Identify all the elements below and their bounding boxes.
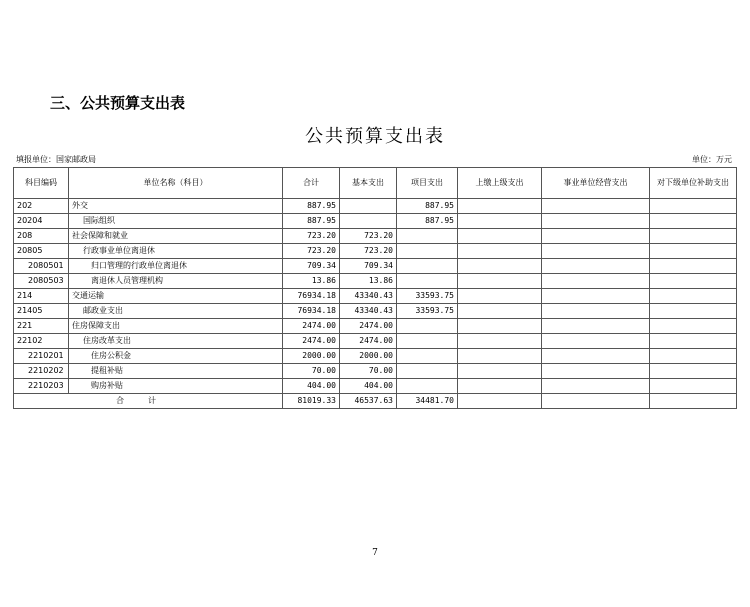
row-subsidy	[650, 259, 737, 274]
row-name: 外交	[69, 199, 283, 214]
row-basic: 43340.43	[340, 289, 397, 304]
row-upper	[458, 304, 542, 319]
budget-table	[13, 167, 737, 409]
row-basic: 13.86	[340, 274, 397, 289]
row-project: 887.95	[397, 199, 458, 214]
col-header-project: 项目支出	[397, 168, 458, 199]
row-upper	[458, 214, 542, 229]
total-sum: 81019.33	[283, 394, 340, 409]
row-subsidy	[650, 334, 737, 349]
row-name: 离退休人员管理机构	[69, 274, 283, 289]
row-subsidy	[650, 379, 737, 394]
row-upper	[458, 229, 542, 244]
table-row	[14, 259, 737, 274]
total-row	[14, 394, 737, 409]
row-basic	[340, 214, 397, 229]
row-code: 208	[14, 229, 69, 244]
row-total: 2474.00	[283, 319, 340, 334]
row-subsidy	[650, 319, 737, 334]
total-project: 34481.70	[397, 394, 458, 409]
row-code: 214	[14, 289, 69, 304]
row-business	[542, 199, 650, 214]
row-name: 交通运输	[69, 289, 283, 304]
currency-unit: 单位：万元	[692, 155, 732, 164]
row-total: 404.00	[283, 379, 340, 394]
table-row	[14, 214, 737, 229]
table-row	[14, 334, 737, 349]
row-project: 33593.75	[397, 304, 458, 319]
row-basic: 723.20	[340, 229, 397, 244]
col-header-total: 合计	[283, 168, 340, 199]
row-upper	[458, 334, 542, 349]
table-row	[14, 319, 737, 334]
row-upper	[458, 379, 542, 394]
row-upper	[458, 244, 542, 259]
row-total: 709.34	[283, 259, 340, 274]
section-heading: 三、公共预算支出表	[50, 94, 186, 112]
row-total: 2474.00	[283, 334, 340, 349]
row-name: 邮政业支出	[69, 304, 283, 319]
row-basic: 2474.00	[340, 334, 397, 349]
page-number: 7	[372, 548, 378, 558]
table-row	[14, 289, 737, 304]
row-subsidy	[650, 274, 737, 289]
row-subsidy	[650, 304, 737, 319]
row-name: 住房保障支出	[69, 319, 283, 334]
row-name: 国际组织	[69, 214, 283, 229]
row-code: 2210201	[14, 349, 69, 364]
row-name: 住房公积金	[69, 349, 283, 364]
row-business	[542, 334, 650, 349]
row-code: 2210203	[14, 379, 69, 394]
row-business	[542, 214, 650, 229]
row-code: 221	[14, 319, 69, 334]
table-row	[14, 199, 737, 214]
row-total: 70.00	[283, 364, 340, 379]
row-project: 887.95	[397, 214, 458, 229]
row-business	[542, 319, 650, 334]
row-basic: 2474.00	[340, 319, 397, 334]
row-project	[397, 364, 458, 379]
row-total: 723.20	[283, 229, 340, 244]
row-basic: 43340.43	[340, 304, 397, 319]
row-code: 20204	[14, 214, 69, 229]
row-business	[542, 364, 650, 379]
table-row	[14, 274, 737, 289]
row-business	[542, 349, 650, 364]
row-upper	[458, 259, 542, 274]
row-name: 行政事业单位离退休	[69, 244, 283, 259]
reporting-unit: 填报单位：国家邮政局	[16, 155, 96, 164]
row-subsidy	[650, 364, 737, 379]
row-business	[542, 274, 650, 289]
row-project	[397, 244, 458, 259]
row-basic	[340, 199, 397, 214]
header-row	[14, 168, 737, 199]
row-code: 2080503	[14, 274, 69, 289]
table-title: 公共预算支出表	[305, 126, 445, 147]
row-total: 13.86	[283, 274, 340, 289]
row-upper	[458, 364, 542, 379]
table-row	[14, 364, 737, 379]
total-label: 合计	[14, 394, 283, 409]
row-upper	[458, 199, 542, 214]
row-business	[542, 259, 650, 274]
row-upper	[458, 289, 542, 304]
row-business	[542, 289, 650, 304]
row-upper	[458, 319, 542, 334]
row-code: 22102	[14, 334, 69, 349]
row-basic: 723.20	[340, 244, 397, 259]
table-row	[14, 349, 737, 364]
total-upper	[458, 394, 542, 409]
row-name: 住房改革支出	[69, 334, 283, 349]
col-header-upper: 上缴上级支出	[458, 168, 542, 199]
table-row	[14, 229, 737, 244]
row-code: 2210202	[14, 364, 69, 379]
row-subsidy	[650, 214, 737, 229]
row-name: 提租补贴	[69, 364, 283, 379]
col-header-name: 单位名称（科目）	[69, 168, 283, 199]
table-row	[14, 244, 737, 259]
row-name: 社会保障和就业	[69, 229, 283, 244]
row-project	[397, 319, 458, 334]
row-upper	[458, 274, 542, 289]
total-subsidy	[650, 394, 737, 409]
row-project	[397, 379, 458, 394]
table-row	[14, 379, 737, 394]
row-basic: 70.00	[340, 364, 397, 379]
total-basic: 46537.63	[340, 394, 397, 409]
row-total: 723.20	[283, 244, 340, 259]
row-total: 887.95	[283, 199, 340, 214]
row-subsidy	[650, 244, 737, 259]
row-business	[542, 379, 650, 394]
row-project	[397, 229, 458, 244]
row-project: 33593.75	[397, 289, 458, 304]
row-project	[397, 259, 458, 274]
row-subsidy	[650, 349, 737, 364]
row-subsidy	[650, 229, 737, 244]
row-basic: 404.00	[340, 379, 397, 394]
col-header-code: 科目编码	[14, 168, 69, 199]
row-code: 202	[14, 199, 69, 214]
row-business	[542, 304, 650, 319]
row-code: 20805	[14, 244, 69, 259]
row-basic: 2000.00	[340, 349, 397, 364]
row-upper	[458, 349, 542, 364]
total-business	[542, 394, 650, 409]
row-basic: 709.34	[340, 259, 397, 274]
row-total: 76934.18	[283, 289, 340, 304]
col-header-business: 事业单位经营支出	[542, 168, 650, 199]
col-header-subsidy: 对下级单位补助支出	[650, 168, 737, 199]
row-subsidy	[650, 289, 737, 304]
col-header-basic: 基本支出	[340, 168, 397, 199]
row-business	[542, 229, 650, 244]
row-total: 76934.18	[283, 304, 340, 319]
row-subsidy	[650, 199, 737, 214]
row-code: 2080501	[14, 259, 69, 274]
row-project	[397, 274, 458, 289]
row-total: 2000.00	[283, 349, 340, 364]
row-name: 购房补贴	[69, 379, 283, 394]
row-total: 887.95	[283, 214, 340, 229]
row-name: 归口管理的行政单位离退休	[69, 259, 283, 274]
row-code: 21405	[14, 304, 69, 319]
row-project	[397, 334, 458, 349]
row-business	[542, 244, 650, 259]
row-project	[397, 349, 458, 364]
table-row	[14, 304, 737, 319]
